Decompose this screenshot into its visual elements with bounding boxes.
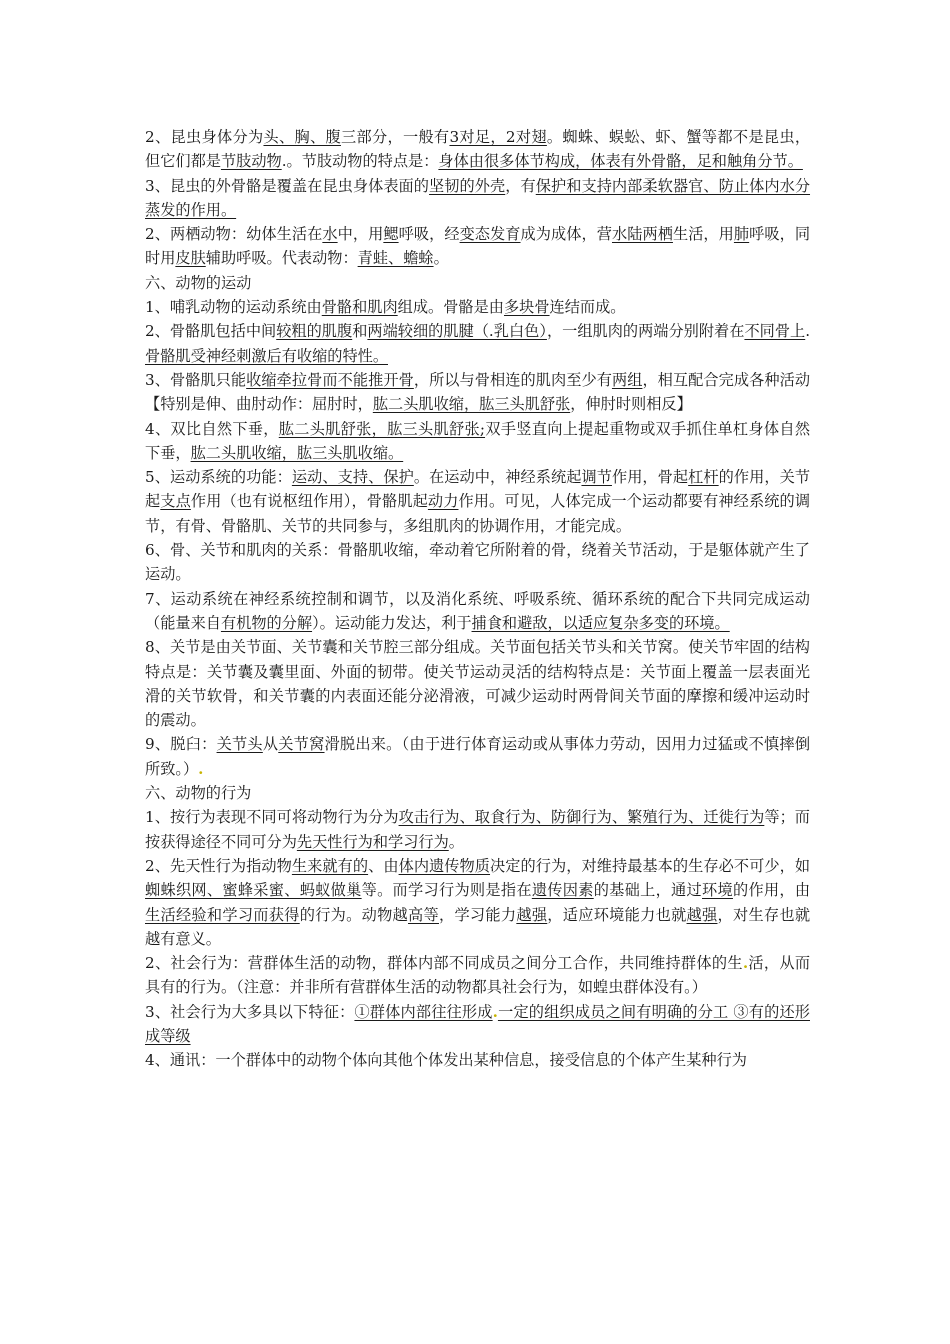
underlined-answer: 肱二头肌舒张，肱三头肌舒张; [278,419,486,438]
underlined-answer: 坚韧的外壳 [429,176,506,195]
underlined-answer: 一定的组织成员之间有明确的分工 ③有的还形成等级 [145,1002,810,1045]
underlined-answer: ①群体内部往往形成 [354,1002,493,1021]
text-run: 2、社会行为：营群体生活的动物，群体内部不同成员之间分工合作，共同维持群体的生 [145,954,743,973]
text-run: ，一组肌肉的两端分别附着在 [546,322,745,341]
underlined-answer: 较粗的肌腹 [276,322,353,341]
text-run: ，伸肘时则相反】 [570,395,692,414]
text-run: 连结而成。 [549,298,626,317]
underlined-answer: 运动、支持、保护 [291,468,414,487]
text-run: 1、哺乳动物的运动系统由 [145,298,322,317]
text-run: 组成。骨骼是由 [397,298,504,317]
text-run: 。蜘蛛、蜈蚣、虾、蟹等都不是昆虫，但它们都是 [145,128,811,171]
text-run: 辅助呼吸。代表动物： [205,249,358,268]
underlined-answer: 鳃 [383,225,399,244]
underlined-answer: 肱二头肌收缩，肱三头肌舒张 [372,395,571,414]
text-run: .。节肢动物的特点是： [281,152,439,171]
underlined-answer: 收缩牵拉骨而不能推开骨 [246,370,414,389]
underlined-answer: 水陆两栖 [611,225,673,244]
document-body [145,125,810,1073]
paragraph [145,222,810,271]
text-run: 等；而按获得途径不同可分为 [145,808,810,851]
text-run: 7、运动系统在神经系统控制和调节，以及消化系统、呼吸系统、循环系统的配合下共同完成运动（能量来自 [145,589,810,632]
text-run: 3、社会行为大多具以下特征： [145,1002,355,1021]
text-run: 4、双比自然下垂， [145,419,279,438]
underlined-answer: 不同骨上 [744,322,806,341]
paragraph [145,805,810,854]
text-run: 5、运动系统的功能： [145,468,292,487]
text-run: ，有 [505,176,536,195]
text-run: 等。而学习行为则是指在 [361,881,532,900]
underlined-answer: 捕食和避敌，以适应复杂多变的环境。 [471,613,730,632]
underlined-answer: 骨骼肌受神经刺激后有收缩的特性。 [145,346,388,365]
underlined-answer: 攻击行为、取食行为、防御行为、繁殖行为、迁徙行为 [398,808,765,827]
text-run: 成为成体，营 [520,225,612,244]
section-heading [145,271,810,295]
text-run: 决定的行为，对维持最基本的生存必不可少，如 [490,856,811,875]
underlined-answer: 蜘蛛织网、蜜蜂采蜜、蚂蚁做巢 [145,881,362,900]
paragraph [145,125,810,174]
text-run: 呼吸，同时用 [145,225,811,268]
underlined-answer: 青蛙、蟾蜍 [357,249,434,268]
text-run: 2、先天性行为指动物 [145,856,292,875]
text-run: 、由 [368,856,399,875]
underlined-answer: 先天性行为和学习行为 [296,832,449,851]
underlined-answer: 关节头 [216,735,263,754]
underlined-answer: 保护和支持内部柔软器官、防止体内水分蒸发的作用。 [145,176,811,219]
text-run: 1、按行为表现不同可将动物行为分为 [145,808,399,827]
paragraph [145,1000,810,1049]
paragraph [145,368,810,417]
text-run: 作用。可见，人体完成一个运动都要有神经系统的调节，有骨、骨骼肌、关节的共同参与，多组肌肉的协调作用，才能完成。 [145,492,811,535]
paragraph [145,319,810,368]
underlined-answer: 支点 [160,492,191,511]
text-run: 的作用，关节起 [145,468,811,511]
text-run: ，所以与骨相连的肌肉至少有 [413,370,612,389]
text-run: ）。运动能力发达，利于 [312,613,472,632]
underlined-answer: 身体由很多体节构成，体表有外骨骼，足和触角分节。 [438,152,803,171]
underlined-answer: 关节窝 [278,735,325,754]
paragraph [145,538,810,587]
text-run: 六、动物的行为 [145,784,252,803]
underlined-answer: 多块骨 [503,298,550,317]
paragraph [145,951,810,1000]
paragraph [145,1048,810,1072]
text-run: 。 [433,249,449,268]
text-run: 8、关节是由关节面、关节囊和关节腔三部分组成。关节面包括关节头和关节窝。使关节牢固的结构特点是：关节囊及囊里面、外面的韧带。使关节运动灵活的结构特点是：关节面上覆盖一层表面光滑的关节软骨，和关节囊的内表面还能分泌滑液，可减少运动时两骨间关节面的摩擦和缓冲运动时的震动。 [145,638,810,730]
text-run: 的行为。动物越 [299,905,409,924]
paragraph [145,635,810,732]
text-run: 的基础上，通过 [593,881,703,900]
underlined-answer: 两组 [611,370,643,389]
paragraph [145,174,810,223]
text-run: 呼吸，经 [398,225,460,244]
text-run: 作用（也有说枢纽作用），骨骼肌起 [190,492,428,511]
text-run: 2、两栖动物：幼体生活在 [145,225,323,244]
text-run: ，相互配合完成各种活动【特别是伸、曲肘动作：屈肘时， [145,370,811,414]
yellow-dot-mark: . [742,954,749,973]
text-run: 滑脱出来。（由于进行体育运动或从事体力劳动，因用力过猛或不慎摔倒所致。） [145,735,811,778]
underlined-answer: 皮肤 [175,249,206,268]
paragraph [145,854,810,951]
underlined-answer: 杠杆 [688,468,719,487]
text-run: 作用，骨起 [611,468,689,487]
text-run: 从 [262,735,279,754]
paragraph [145,732,810,781]
underlined-answer: 体内遗传物质 [398,856,491,875]
yellow-dot-mark: . [492,1002,498,1021]
text-run: 2、骨骼肌包括中间 [145,322,277,341]
underlined-answer: 水 [322,225,338,244]
underlined-answer: 动力 [427,492,459,511]
text-run: 的作用，由 [732,881,811,900]
underlined-answer: 变态发育 [459,225,521,244]
underlined-answer: 肱二头肌收缩，肱三头肌收缩。 [190,443,404,462]
text-run: 3、骨骼肌只能 [145,370,247,389]
text-run: 2、昆虫身体分为 [145,128,264,146]
underlined-answer: 有机物的分解 [220,613,313,632]
text-run: ，对生存也就越有意义。 [145,905,811,948]
underlined-answer: 生活经验和学习而获得 [145,905,300,924]
underlined-answer: 3对足，2对翅 [449,128,547,146]
underlined-answer: 越强 [686,905,718,924]
text-run: 三部分，一般有 [340,128,450,146]
text-run: ，适应环境能力也就 [547,905,687,924]
text-run: 。 [448,832,464,851]
text-run: 6、骨、关节和肌肉的关系：骨骼肌收缩，牵动着它所附着的骨，绕着关节活动，于是躯体就产生了运动。 [145,541,810,584]
text-run: 3、昆虫的外骨骼是覆盖在昆虫身体表面的 [145,176,430,195]
underlined-answer: 肺 [733,225,750,244]
underlined-answer: 遗传因素 [531,881,594,900]
underlined-answer: 两端较细的肌腱（.乳白色） [367,322,547,341]
text-run: 和 [352,322,368,341]
paragraph [145,587,810,636]
section-heading [145,781,810,805]
underlined-answer: 生来就有的 [291,856,369,875]
underlined-answer: 高等 [408,905,439,924]
paragraph [145,295,810,319]
underlined-answer: 环境 [702,881,733,900]
underlined-answer: 头、胸、腹 [263,128,341,146]
yellow-dot-mark: . [198,759,204,778]
underlined-answer: 骨骼和肌肉 [321,298,398,317]
text-run: ，学习能力 [438,905,517,924]
text-run: 双手竖直向上提起重物或双手抓住单杠身体自然下垂， [145,419,811,462]
paragraph [145,465,810,538]
text-run: . [805,322,811,341]
text-run: 活，从而具有的行为。（注意：并非所有营群体生活的动物都具社会行为，如蝗虫群体没有。） [145,954,811,997]
underlined-answer: 调节 [581,468,612,487]
text-run: 。在运动中，神经系统起 [413,468,582,487]
text-run: 9、脱臼： [145,735,217,754]
paragraph [145,417,810,466]
text-run: 六、动物的运动 [145,273,252,292]
text-run: 4、通讯：一个群体中的动物个体向其他个体发出某种信息，接受信息的个体产生某种行为 [145,1051,747,1070]
underlined-answer: 节肢动物 [220,152,282,171]
text-run: 中，用 [337,225,384,244]
underlined-answer: 越强 [516,905,548,924]
text-run: 生活，用 [672,225,734,244]
